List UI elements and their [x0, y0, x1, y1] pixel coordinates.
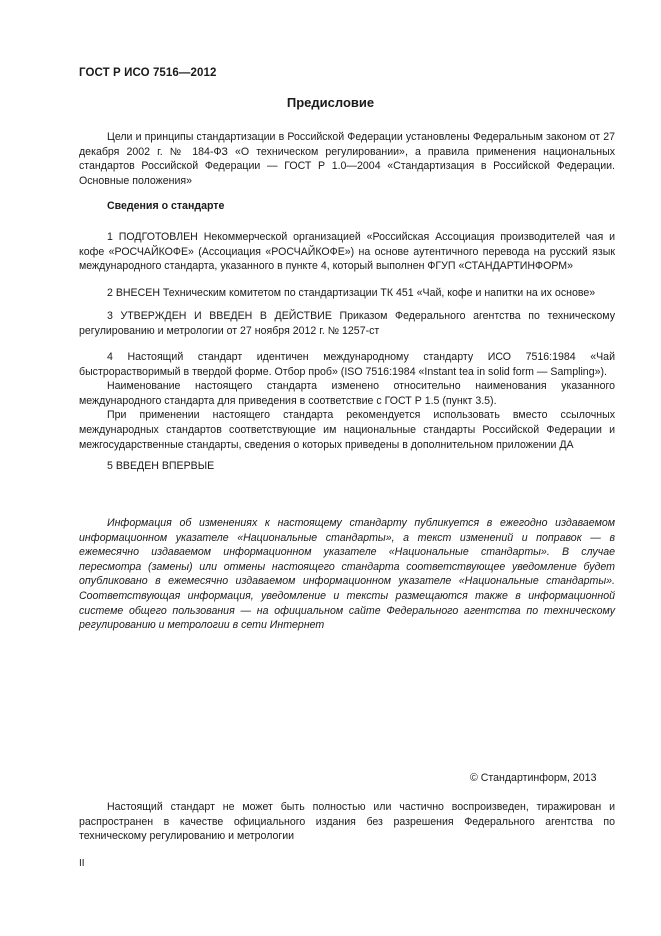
item-3-text: 3 УТВЕРЖДЕН И ВВЕДЕН В ДЕЙСТВИЕ Приказом Федерального агентства по техническому регулированию и метрологии от 27 ноября 2012 г. № 1257-ст [79, 310, 615, 337]
item-4-text-c: При применении настоящего стандарта рекомендуется использовать вместо ссылочных международных стандартов соответствующие им национальные стандарты Российской Федерации и межгосударственные стандарты, сведения о которых приведены в дополнительном приложении ДА [79, 409, 615, 451]
page-title: Предисловие [286, 95, 375, 110]
item-3 [79, 309, 615, 338]
intro-paragraph [79, 130, 615, 188]
page-number: II [79, 858, 85, 869]
intro-text: Цели и принципы стандартизации в Российской Федерации установлены Федеральным законом от 27 декабря 2002 г. № 184-ФЗ «О техническом регулировании», а правила применения национальных стандартов Российской Федерации — ГОСТ Р 1.0—2004 «Стандартизация в Российской Федерации. Основные положения» [79, 131, 615, 187]
info-heading [79, 199, 615, 214]
rights-text: Настоящий стандарт не может быть полностью или частично воспроизведен, тиражирован и распространен в качестве официального издания без разрешения Федерального агентства по техническому регулированию и метрологии [79, 801, 615, 843]
item-4-text-b: Наименование настоящего стандарта изменено относительно наименования указанного международного стандарта для приведения в соответствие с ГОСТ Р 1.5 (пункт 3.5). [79, 380, 615, 407]
copyright-line: © Стандартинформ, 2013 [470, 772, 597, 784]
item-2-text: 2 ВНЕСЕН Техническим комитетом по стандартизации ТК 451 «Чай, кофе и напитки на их основе» [107, 287, 596, 299]
item-5 [79, 459, 615, 474]
rights-paragraph [79, 800, 615, 844]
item-4 [79, 350, 615, 452]
notice-text: Информация об изменениях к настоящему стандарту публикуется в ежегодно издаваемом информационном указателе «Национальные стандарты», а текст изменений и поправок — в ежемесячно издаваемом информационном указателе «Национальные стандарты». В случае пересмотра (замены) или отмены настоящего стандарта соответствующее уведомление будет опубликовано в ежемесячно издаваемом информационном указателе «Национальные стандарты». Соответствующая информация, уведомление и тексты размещаются также в информационной системе общего пользования — на официальном сайте Федерального агентства по техническому регулированию и метрологии в сети Интернет [79, 517, 615, 632]
notice-paragraph [79, 516, 615, 633]
item-4-text-a: 4 Настоящий стандарт идентичен международному стандарту ИСО 7516:1984 «Чай быстрорастворимый в твердой форме. Отбор проб» (ISO 7516:1984 «Instant tea in solid form — Sampling»). [79, 351, 615, 378]
item-2 [79, 286, 615, 301]
item-1-text: 1 ПОДГОТОВЛЕН Некоммерческой организацией «Российская Ассоциация производителей чая и кофе «РОСЧАЙКОФЕ» (Ассоциация «РОСЧАЙКОФЕ») на основе аутентичного перевода на русский язык международного стандарта, указанного в пункте 4, который выполнен ФГУП «СТАНДАРТИНФОРМ» [79, 231, 615, 273]
document-header: ГОСТ Р ИСО 7516—2012 [79, 67, 217, 79]
item-1 [79, 230, 615, 274]
info-heading-text: Сведения о стандарте [107, 200, 225, 212]
item-5-text: 5 ВВЕДЕН ВПЕРВЫЕ [107, 460, 215, 472]
